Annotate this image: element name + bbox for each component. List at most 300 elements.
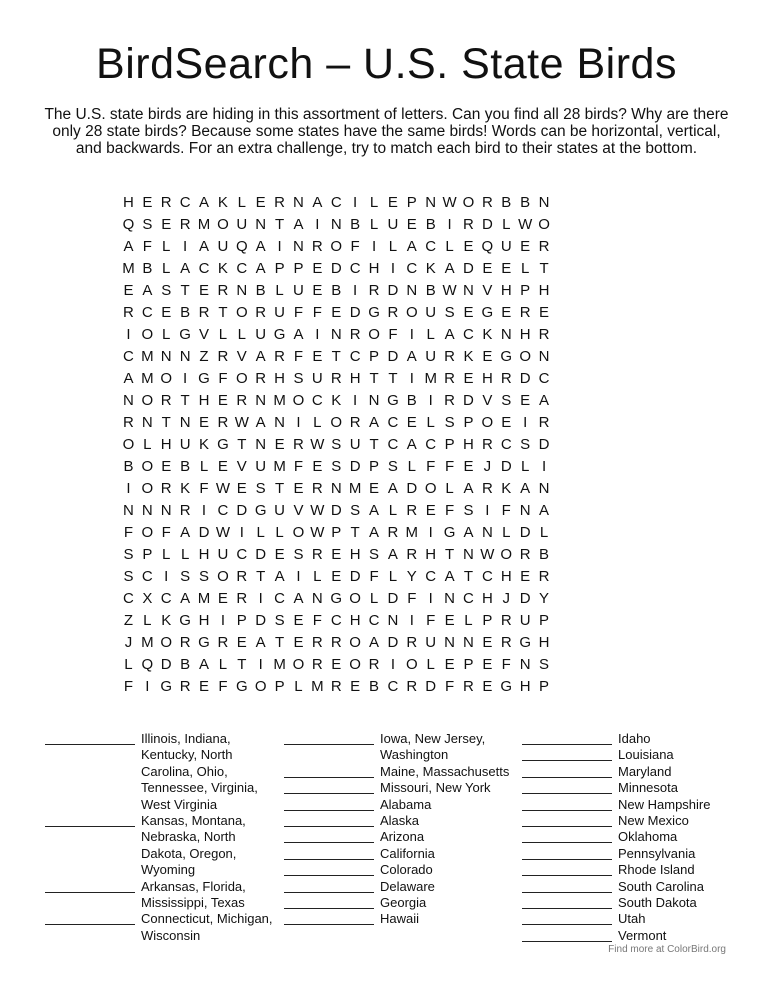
grid-letter: B	[501, 194, 512, 211]
grid-letter: S	[293, 370, 304, 387]
grid-letter: B	[142, 260, 153, 277]
grid-letter: F	[161, 524, 171, 541]
grid-letter: R	[481, 436, 493, 453]
grid-letter: N	[463, 634, 474, 651]
answer-item	[522, 911, 752, 927]
grid-letter: G	[500, 348, 513, 365]
grid-letter: R	[368, 282, 380, 299]
grid-letter: F	[445, 502, 455, 519]
grid-letter: D	[425, 678, 437, 695]
grid-letter: H	[538, 282, 550, 299]
answer-item	[45, 731, 283, 813]
grid-letter: H	[425, 546, 437, 563]
grid-letter: D	[349, 568, 361, 585]
grid-letter: C	[217, 502, 229, 519]
grid-letter: G	[160, 678, 173, 695]
grid-letter: V	[199, 326, 210, 343]
answer-blank-line[interactable]	[284, 829, 374, 843]
grid-letter: D	[160, 656, 172, 673]
answer-column-2	[284, 731, 521, 928]
grid-letter: F	[199, 480, 209, 497]
answer-blank-line[interactable]	[522, 879, 612, 893]
answer-blank-line[interactable]	[522, 895, 612, 909]
answer-blank-line[interactable]	[45, 911, 135, 925]
grid-letter: I	[239, 524, 244, 541]
grid-letter: L	[388, 568, 398, 585]
grid-letter: A	[387, 546, 398, 563]
grid-letter: E	[255, 194, 266, 211]
grid-letter: H	[538, 634, 550, 651]
grid-letter: T	[274, 480, 285, 497]
grid-letter: O	[500, 546, 513, 563]
answer-blank-line[interactable]	[284, 797, 374, 811]
answer-blank-line[interactable]	[522, 764, 612, 778]
grid-letter: T	[161, 414, 171, 431]
grid-letter: E	[463, 370, 474, 387]
grid-letter: N	[519, 656, 531, 673]
grid-letter: W	[310, 436, 325, 453]
grid-letter: L	[199, 458, 209, 475]
grid-letter: I	[390, 260, 395, 277]
grid-letter: W	[442, 282, 457, 299]
answer-column-3	[522, 731, 752, 944]
grid-letter: E	[501, 414, 512, 431]
grid-letter: P	[463, 414, 474, 431]
grid-letter: A	[123, 370, 134, 387]
grid-letter: M	[348, 480, 362, 497]
grid-letter: A	[123, 238, 134, 255]
grid-letter: A	[293, 590, 304, 607]
grid-letter: R	[179, 678, 191, 695]
grid-letter: E	[161, 216, 172, 233]
answer-blank-line[interactable]	[522, 829, 612, 843]
grid-letter: E	[274, 546, 285, 563]
grid-letter: C	[406, 260, 418, 277]
grid-letter: K	[161, 612, 172, 629]
grid-letter: E	[161, 458, 172, 475]
grid-letter: M	[197, 590, 211, 607]
grid-letter: R	[236, 568, 248, 585]
grid-letter: L	[502, 524, 511, 541]
answer-item	[522, 879, 752, 895]
answer-blank-line[interactable]	[284, 731, 374, 745]
answer-blank-line[interactable]	[522, 813, 612, 827]
grid-letter: P	[236, 612, 247, 629]
grid-letter: U	[425, 304, 437, 321]
grid-letter: Q	[481, 238, 494, 255]
grid-letter: R	[123, 414, 134, 431]
grid-row	[119, 478, 659, 500]
grid-letter: E	[331, 546, 342, 563]
state-names: South Dakota	[618, 895, 697, 911]
state-names: Utah	[618, 911, 646, 927]
grid-letter: H	[500, 568, 512, 585]
grid-letter: R	[123, 304, 134, 321]
grid-letter: K	[199, 436, 210, 453]
state-names: Colorado	[380, 862, 433, 878]
answer-item	[284, 731, 521, 764]
grid-letter: U	[255, 458, 267, 475]
answer-item	[45, 911, 283, 944]
answer-blank-line[interactable]	[284, 780, 374, 794]
grid-letter: L	[237, 194, 246, 211]
answer-item	[284, 797, 521, 813]
grid-letter: Z	[123, 612, 134, 629]
grid-letter: I	[201, 502, 207, 519]
grid-letter: C	[311, 392, 323, 409]
grid-row	[119, 632, 659, 654]
grid-letter: R	[236, 590, 248, 607]
answer-blank-line[interactable]	[522, 862, 612, 876]
grid-letter: G	[500, 678, 513, 695]
grid-letter: R	[330, 678, 342, 695]
grid-letter: P	[142, 546, 153, 563]
grid-letter: I	[485, 502, 490, 519]
answer-item	[522, 780, 752, 796]
grid-letter: B	[180, 304, 191, 321]
grid-letter: Y	[406, 568, 417, 585]
grid-letter: N	[330, 216, 342, 233]
grid-letter: P	[482, 612, 493, 629]
grid-letter: N	[500, 326, 512, 343]
grid-letter: U	[349, 436, 361, 453]
grid-letter: C	[198, 260, 210, 277]
grid-letter: E	[236, 480, 247, 497]
answer-blank-line[interactable]	[522, 846, 612, 860]
grid-letter: R	[500, 370, 512, 387]
answer-item	[45, 813, 283, 879]
grid-letter: U	[217, 238, 229, 255]
grid-letter: E	[312, 348, 323, 365]
grid-letter: R	[293, 436, 304, 453]
grid-letter: N	[368, 392, 380, 409]
grid-letter: I	[258, 656, 263, 673]
grid-letter: S	[387, 458, 398, 475]
grid-letter: M	[405, 524, 419, 541]
grid-letter: F	[293, 458, 304, 475]
grid-letter: H	[198, 392, 210, 409]
grid-letter: D	[349, 458, 361, 475]
grid-letter: U	[236, 216, 248, 233]
grid-letter: G	[198, 634, 210, 651]
grid-letter: A	[180, 590, 191, 607]
grid-letter: L	[520, 260, 530, 277]
grid-letter: A	[255, 348, 266, 365]
grid-letter: O	[160, 370, 173, 387]
grid-letter: A	[180, 260, 191, 277]
answer-blank-line[interactable]	[284, 764, 374, 778]
grid-letter: N	[123, 502, 134, 519]
grid-letter: H	[160, 436, 172, 453]
grid-letter: W	[215, 524, 230, 541]
grid-letter: N	[444, 634, 455, 651]
grid-letter: B	[123, 458, 134, 475]
grid-letter: P	[463, 656, 474, 673]
grid-letter: H	[349, 546, 361, 563]
grid-letter: M	[273, 392, 286, 409]
grid-letter: B	[350, 216, 361, 233]
grid-letter: N	[255, 216, 267, 233]
grid-letter: H	[500, 282, 512, 299]
grid-letter: M	[141, 370, 154, 387]
grid-letter: F	[388, 326, 398, 343]
grid-letter: L	[369, 194, 379, 211]
grid-letter: R	[519, 304, 531, 321]
grid-letter: B	[406, 392, 417, 409]
grid-letter: P	[274, 678, 285, 695]
grid-letter: A	[387, 480, 398, 497]
grid-letter: B	[539, 546, 550, 563]
grid-letter: A	[463, 524, 474, 541]
grid-letter: E	[463, 238, 474, 255]
grid-letter: K	[217, 194, 228, 211]
grid-letter: F	[445, 458, 455, 475]
grid-letter: Y	[539, 590, 550, 607]
grid-letter: G	[443, 524, 456, 541]
grid-letter: D	[198, 524, 210, 541]
word-search-grid	[119, 192, 659, 698]
grid-letter: E	[217, 458, 228, 475]
grid-letter: C	[160, 590, 172, 607]
answer-item	[284, 780, 521, 796]
grid-letter: U	[255, 326, 267, 343]
answer-blank-line[interactable]	[284, 862, 374, 876]
answer-item	[284, 846, 521, 862]
answer-blank-line[interactable]	[284, 879, 374, 893]
grid-letter: U	[425, 634, 437, 651]
grid-row	[119, 192, 659, 214]
answer-blank-line[interactable]	[284, 895, 374, 909]
grid-letter: T	[388, 370, 398, 387]
grid-letter: L	[256, 524, 265, 541]
grid-letter: W	[310, 502, 325, 519]
grid-letter: N	[463, 282, 474, 299]
grid-letter: S	[350, 502, 361, 519]
grid-letter: S	[199, 568, 210, 585]
answer-item	[522, 731, 752, 747]
grid-letter: E	[350, 678, 361, 695]
grid-row	[119, 412, 659, 434]
grid-row	[119, 522, 659, 544]
grid-letter: L	[539, 524, 549, 541]
grid-letter: L	[445, 480, 454, 497]
grid-letter: R	[217, 634, 229, 651]
grid-letter: A	[199, 194, 210, 211]
state-names: Georgia	[380, 895, 427, 911]
grid-letter: S	[539, 656, 550, 673]
grid-letter: R	[198, 304, 210, 321]
grid-letter: P	[520, 282, 531, 299]
grid-letter: T	[463, 568, 474, 585]
grid-letter: D	[387, 634, 399, 651]
grid-letter: O	[141, 392, 154, 409]
grid-letter: I	[220, 612, 225, 629]
grid-row	[119, 500, 659, 522]
answer-item	[522, 895, 752, 911]
grid-letter: R	[330, 634, 342, 651]
grid-letter: L	[407, 458, 416, 475]
grid-row	[119, 610, 659, 632]
grid-letter: N	[519, 502, 531, 519]
grid-letter: E	[312, 260, 323, 277]
state-names: California	[380, 845, 435, 861]
grid-letter: D	[463, 392, 474, 409]
grid-letter: T	[274, 634, 285, 651]
grid-letter: S	[142, 216, 153, 233]
grid-letter: N	[330, 326, 342, 343]
answer-blank-line[interactable]	[45, 813, 135, 827]
grid-letter: A	[444, 568, 455, 585]
grid-letter: D	[481, 216, 493, 233]
grid-letter: R	[406, 678, 418, 695]
grid-letter: E	[520, 568, 531, 585]
intro-text: The U.S. state birds are hiding in this assortment of letters. Can you find all 28 birds? Why are there only 28 state birds? Because some states have the same birds! Words can be horizontal, vertical, and backwards. For an extra challenge, try to match each bird to their states at the bottom.	[44, 106, 729, 157]
state-names: New Mexico	[618, 813, 689, 829]
grid-letter: R	[274, 348, 285, 365]
grid-letter: E	[161, 304, 172, 321]
grid-letter: S	[444, 414, 455, 431]
grid-letter: A	[142, 282, 153, 299]
grid-letter: I	[296, 568, 301, 585]
grid-letter: A	[406, 436, 417, 453]
grid-letter: L	[445, 238, 454, 255]
grid-letter: R	[311, 656, 323, 673]
grid-letter: E	[312, 282, 323, 299]
grid-row	[119, 456, 659, 478]
grid-letter: F	[445, 678, 455, 695]
grid-letter: P	[539, 678, 550, 695]
grid-letter: D	[236, 502, 248, 519]
grid-letter: R	[481, 480, 493, 497]
grid-letter: T	[237, 436, 247, 453]
grid-letter: H	[198, 546, 210, 563]
grid-letter: U	[274, 304, 285, 321]
grid-letter: I	[183, 370, 188, 387]
grid-letter: D	[463, 260, 474, 277]
grid-letter: B	[425, 282, 436, 299]
grid-letter: L	[502, 216, 511, 233]
grid-letter: R	[160, 480, 172, 497]
grid-letter: W	[215, 480, 230, 497]
grid-letter: F	[218, 678, 228, 695]
grid-letter: O	[330, 414, 343, 431]
grid-letter: N	[293, 238, 304, 255]
grid-letter: R	[538, 238, 550, 255]
grid-letter: J	[502, 590, 510, 607]
answer-item	[284, 879, 521, 895]
grid-letter: B	[331, 282, 342, 299]
answer-blank-line[interactable]	[522, 780, 612, 794]
answer-blank-line[interactable]	[284, 846, 374, 860]
grid-letter: G	[179, 326, 191, 343]
grid-letter: D	[330, 502, 342, 519]
grid-letter: R	[406, 634, 418, 651]
grid-letter: A	[369, 524, 380, 541]
grid-letter: I	[409, 612, 414, 629]
grid-letter: A	[369, 414, 380, 431]
grid-row	[119, 324, 659, 346]
grid-letter: I	[126, 480, 131, 497]
grid-letter: D	[387, 348, 399, 365]
grid-letter: E	[463, 304, 474, 321]
grid-row	[119, 280, 659, 302]
grid-letter: U	[519, 612, 531, 629]
grid-letter: S	[369, 546, 380, 563]
grid-letter: E	[331, 656, 342, 673]
state-names: Pennsylvania	[618, 845, 696, 861]
grid-letter: F	[426, 458, 436, 475]
grid-letter: T	[369, 436, 379, 453]
grid-letter: R	[179, 502, 191, 519]
state-names: Missouri, New York	[380, 780, 491, 796]
grid-letter: R	[444, 370, 455, 387]
answer-blank-line[interactable]	[284, 813, 374, 827]
answer-blank-line[interactable]	[522, 911, 612, 925]
grid-letter: P	[331, 524, 342, 541]
state-names: Rhode Island	[618, 862, 695, 878]
grid-letter: C	[141, 304, 153, 321]
grid-letter: F	[501, 656, 511, 673]
grid-row	[119, 588, 659, 610]
answer-blank-line[interactable]	[45, 879, 135, 893]
grid-letter: G	[217, 436, 229, 453]
grid-letter: I	[447, 216, 452, 233]
grid-letter: S	[255, 480, 266, 497]
grid-letter: A	[199, 238, 210, 255]
grid-letter: E	[444, 612, 455, 629]
grid-letter: O	[330, 238, 343, 255]
grid-letter: T	[350, 524, 360, 541]
answer-column-1	[45, 731, 283, 944]
grid-row	[119, 434, 659, 456]
grid-letter: I	[371, 238, 377, 255]
grid-letter: E	[501, 304, 512, 321]
grid-letter: R	[406, 502, 418, 519]
state-names: Arizona	[380, 829, 425, 845]
grid-letter: R	[519, 546, 531, 563]
grid-letter: R	[406, 546, 418, 563]
grid-row	[119, 368, 659, 390]
grid-letter: A	[406, 348, 417, 365]
grid-letter: O	[368, 326, 380, 343]
answer-blank-line[interactable]	[522, 747, 612, 761]
grid-letter: V	[482, 392, 493, 409]
answer-blank-line[interactable]	[522, 928, 612, 942]
grid-letter: S	[520, 436, 531, 453]
grid-letter: L	[162, 546, 171, 563]
grid-letter: P	[293, 260, 304, 277]
answer-blank-line[interactable]	[522, 731, 612, 745]
grid-letter: L	[143, 436, 152, 453]
answer-blank-line[interactable]	[45, 731, 135, 745]
grid-letter: E	[406, 216, 417, 233]
grid-letter: R	[255, 304, 267, 321]
answer-blank-line[interactable]	[522, 797, 612, 811]
grid-letter: F	[426, 612, 436, 629]
grid-letter: A	[255, 414, 266, 431]
grid-letter: T	[256, 568, 266, 585]
grid-letter: H	[463, 436, 474, 453]
grid-letter: D	[500, 458, 512, 475]
grid-letter: N	[141, 502, 153, 519]
answer-item	[284, 829, 521, 845]
answer-blank-line[interactable]	[284, 911, 374, 925]
grid-letter: L	[275, 524, 284, 541]
grid-letter: L	[180, 546, 190, 563]
grid-letter: I	[428, 524, 433, 541]
grid-letter: E	[482, 260, 493, 277]
grid-letter: F	[312, 612, 322, 629]
